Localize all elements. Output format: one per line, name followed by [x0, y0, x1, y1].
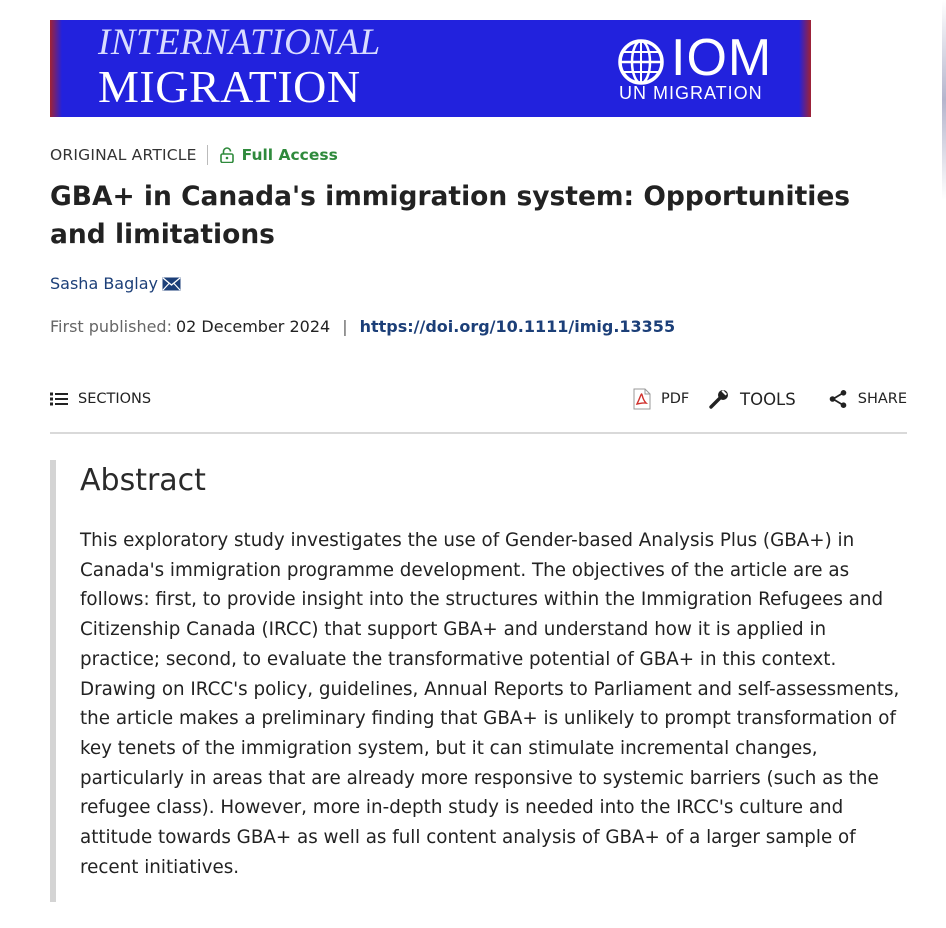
- journal-name-line2: MIGRATION: [98, 61, 361, 112]
- lock-icon: [220, 147, 234, 163]
- tools-label: TOOLS: [740, 389, 796, 409]
- share-button[interactable]: [828, 384, 907, 414]
- publisher-logo-text: IOM: [671, 29, 773, 87]
- pdf-label: PDF: [661, 391, 690, 407]
- list-icon: [50, 392, 68, 406]
- toolbar-divider: [50, 432, 907, 434]
- share-label: SHARE: [857, 391, 907, 407]
- pdf-icon: [633, 388, 651, 410]
- publisher-logo: [617, 29, 787, 103]
- pub-separator: |: [342, 317, 348, 336]
- wrench-icon: [708, 388, 730, 410]
- sections-label: SECTIONS: [78, 391, 152, 407]
- meta-divider: [207, 145, 208, 165]
- article-toolbar: [50, 384, 907, 414]
- globe-icon: [617, 38, 665, 86]
- share-icon: [828, 389, 848, 409]
- journal-name-line1: INTERNATIONAL: [98, 22, 381, 63]
- abstract-text: This exploratory study investigates the use of Gender-based Analysis Plus (GBA+) in Canada's immigration programme development. The objectives of the article are as follows: first, to provide insight into the structures within the Immigration Refugees and Citizenship Canada (IRCC) that support GBA+ and understand how it is applied in practice; second, to evaluate the transformative potential of GBA+ in this context. Drawing on IRCC's policy, guidelines, Annual Reports to Parliament and self-assessments, the article makes a preliminary finding that GBA+ is unlikely to prompt transformation of key tenets of the immigration system, but it can stimulate incremental changes, particularly in areas that are already more responsive to systemic barriers (such as the refugee class). However, more in-depth study is needed into the IRCC's culture and attitude towards GBA+ as well as full content analysis of GBA+ of a larger sample of recent initiatives.: [80, 530, 900, 878]
- abstract-heading: Abstract: [80, 463, 206, 498]
- author-name[interactable]: Sasha Baglay: [50, 274, 158, 293]
- article-title: GBA+ in Canada's immigration system: Opportunities and limitations: [50, 181, 851, 250]
- abstract-section: [50, 460, 913, 902]
- journal-banner[interactable]: [50, 20, 811, 117]
- doi-link[interactable]: https://doi.org/10.1111/imig.13355: [359, 317, 676, 336]
- author-row: [50, 274, 181, 293]
- access-badge: [220, 146, 338, 164]
- article-meta: [50, 144, 338, 166]
- journal-logo: [98, 24, 381, 110]
- banner-edge-right: [799, 20, 811, 117]
- first-published-date: 02 December 2024: [175, 317, 331, 336]
- publisher-logo-subtext: UN MIGRATION: [619, 83, 763, 103]
- sections-button[interactable]: [50, 384, 151, 414]
- window-edge: [942, 0, 946, 200]
- banner-edge-left: [50, 20, 62, 117]
- publication-info: [50, 317, 675, 336]
- pdf-button[interactable]: [633, 384, 689, 414]
- mail-icon[interactable]: [162, 277, 181, 291]
- tools-button[interactable]: [708, 384, 796, 414]
- article-type: ORIGINAL ARTICLE: [50, 146, 197, 164]
- access-label: Full Access: [241, 146, 338, 164]
- first-published-label: First published:: [50, 317, 172, 336]
